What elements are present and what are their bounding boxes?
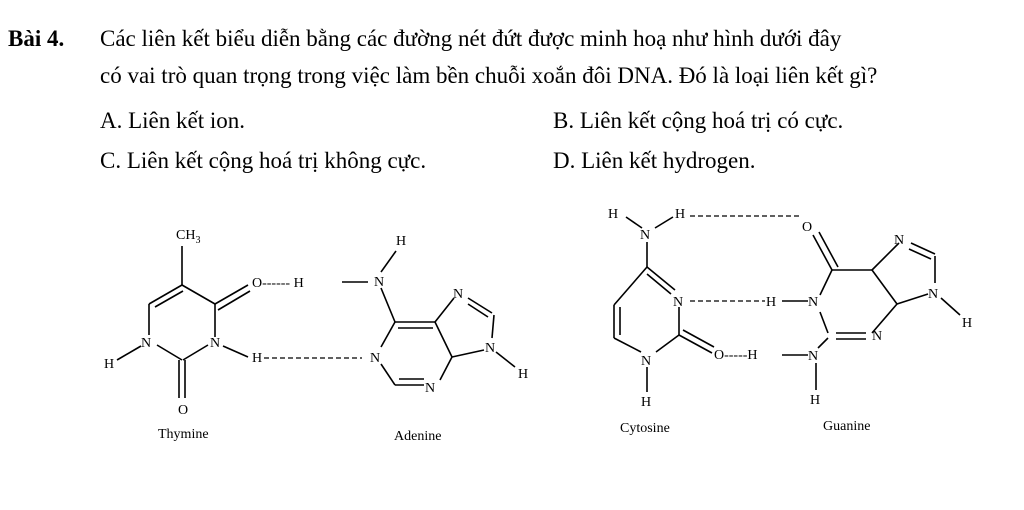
guanine-n9-label: N xyxy=(928,287,939,302)
guanine-o-label: O xyxy=(802,220,813,235)
thymine-n1-label: N xyxy=(141,336,152,351)
adenine-molecule xyxy=(370,234,528,444)
guanine-n7-label: N xyxy=(894,233,905,248)
thymine-o-top-label: O------ H xyxy=(252,276,304,291)
guanine-h-right-label: H xyxy=(962,316,973,331)
cytosine-amino-n-label: N xyxy=(640,228,651,243)
cytosine-h-bond-label: H xyxy=(675,207,686,222)
guanine-molecule xyxy=(766,220,972,434)
guanine-n1-label: N xyxy=(808,295,819,310)
cytosine-h-topleft-label: H xyxy=(608,207,619,222)
cytosine-n3-label: N xyxy=(673,295,684,310)
question-stem-line1: Các liên kết biểu diễn bằng các đường nét đứt được minh hoạ như hình dưới đây xyxy=(100,26,842,51)
cytosine-n1-label: N xyxy=(641,354,652,369)
thymine-molecule xyxy=(104,228,304,442)
thymine-name: Thymine xyxy=(158,427,209,442)
guanine-amino-n-label: N xyxy=(808,349,819,364)
cytosine-h-bottom-label: H xyxy=(641,395,652,410)
cytosine-molecule xyxy=(608,207,758,436)
option-c[interactable]: C. Liên kết cộng hoá trị không cực. xyxy=(100,148,427,173)
guanine-name: Guanine xyxy=(823,419,871,434)
thymine-h-left-label: H xyxy=(104,357,115,372)
adenine-n7-label: N xyxy=(453,287,464,302)
option-d[interactable]: D. Liên kết hydrogen. xyxy=(553,148,756,173)
thymine-ch3-label: $CH_3$ xyxy=(176,228,201,246)
cytosine-o-label: O-----H xyxy=(714,348,758,363)
adenine-h-right-label: H xyxy=(518,367,529,382)
adenine-n1-label: N xyxy=(370,351,381,366)
option-a[interactable]: A. Liên kết ion. xyxy=(100,108,245,133)
guanine-n3-label: N xyxy=(872,329,883,344)
question-stem-line2: có vai trò quan trọng trong việc làm bền chuỗi xoắn đôi DNA. Đó là loại liên kết gì? xyxy=(100,63,878,88)
option-b[interactable]: B. Liên kết cộng hoá trị có cực. xyxy=(553,108,844,133)
thymine-o-bottom-label: O xyxy=(178,403,189,418)
adenine-amino-n-label: N xyxy=(374,275,385,290)
adenine-name: Adenine xyxy=(394,429,442,444)
adenine-n9-label: N xyxy=(485,341,496,356)
adenine-n3-label: N xyxy=(425,381,436,396)
thymine-n3-label: N xyxy=(210,336,221,351)
guanine-h-bottom-label: H xyxy=(810,393,821,408)
guanine-h1-label: H xyxy=(766,295,777,310)
thymine-h-right-label: H xyxy=(252,351,263,366)
question-number: Bài 4. xyxy=(8,26,65,51)
cytosine-name: Cytosine xyxy=(620,421,670,436)
adenine-h-top-label: H xyxy=(396,234,407,249)
